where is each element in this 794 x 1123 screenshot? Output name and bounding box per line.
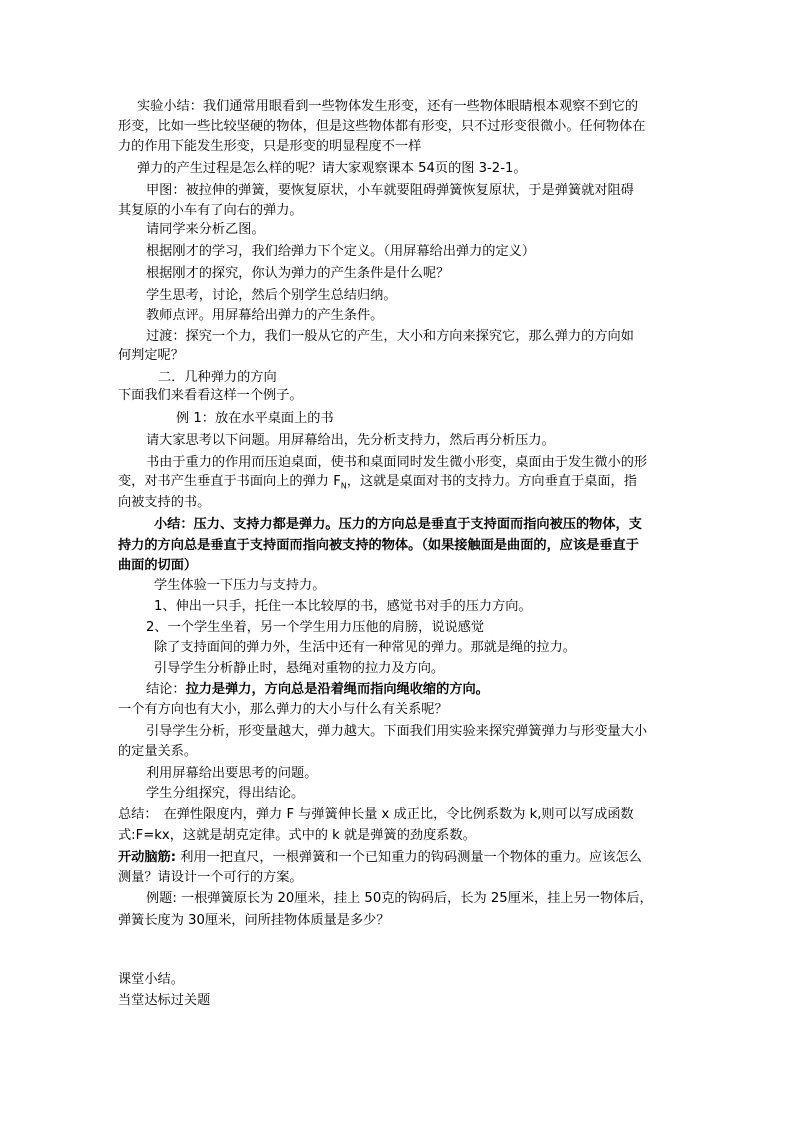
text-line: 一个有方向也有大小，那么弹力的大小与什么有关系呢？ bbox=[118, 702, 448, 717]
text-line: 实验小结：我们通常用眼看到一些物体发生形变，还有一些物体眼睛根本观察不到它的 bbox=[137, 99, 639, 114]
text-line: 引导学生分析，形变量越大，弹力越大。下面我们用实验来探究弹簧弹力与形变量大小 bbox=[146, 724, 648, 739]
text-segment: ，这就是桌面对书的支持力。方向垂直于桌面，指 bbox=[346, 474, 637, 489]
brainstorm-line bbox=[118, 848, 642, 868]
text-line: 测量？请设计一个可行的方案。 bbox=[118, 870, 303, 885]
subscript: N bbox=[340, 481, 347, 491]
text-line: 教师点评。用屏幕给出弹力的产生条件。 bbox=[146, 308, 384, 323]
text-line: 过渡：探究一个力，我们一般从它的产生，大小和方向来探究它，那么弹力的方向如 bbox=[146, 329, 634, 344]
text-line: 2、一个学生坐着，另一个学生用力压他的肩膀，说说感觉 bbox=[146, 620, 485, 635]
text-line: 当堂达标过关题 bbox=[118, 993, 211, 1008]
summary-line: 曲面的切面） bbox=[118, 558, 198, 573]
text-line: 1、伸出一只手，托住一本比较厚的书，感觉书对手的压力方向。 bbox=[154, 599, 532, 614]
text-line: 弹簧长度为 30厘米，问所挂物体质量是多少？ bbox=[118, 913, 390, 928]
text-line: 的定量关系。 bbox=[118, 744, 198, 759]
text-line: 请同学来分析乙图。 bbox=[146, 222, 265, 237]
text-line: 学生体验一下压力与支持力。 bbox=[154, 578, 326, 593]
text-line: 弹力的产生过程是怎么样的呢？请大家观察课本 54页的图 3-2-1。 bbox=[137, 161, 527, 176]
text-line: 甲图：被拉伸的弹簧，要恢复原状，小车就要阻碍弹簧恢复原状，于是弹簧就对阻碍 bbox=[146, 183, 634, 198]
example-label: 例题: bbox=[146, 891, 177, 906]
text-line: 下面我们来看看这样一个例子。 bbox=[118, 388, 303, 403]
conclusion-line bbox=[146, 680, 489, 700]
conclusion-label: 结论： bbox=[146, 682, 186, 697]
text-segment: 利用一把直尺，一根弹簧和一个已知重力的钩码测量一个物体的重力。应该怎么 bbox=[176, 850, 642, 865]
text-line: 其复原的小车有了向右的弹力。 bbox=[118, 203, 303, 218]
summary-formula-line bbox=[118, 805, 634, 825]
text-line: 力的作用下能发生形变，只是形变的明显程度不一样 bbox=[118, 139, 422, 154]
text-line: 书由于重力的作用而压迫桌面，使书和桌面同时发生微小形变，桌面由于发生微小的形 bbox=[146, 455, 648, 470]
text-line: 向被支持的书。 bbox=[118, 495, 211, 510]
text-line: 利用屏幕给出要思考的问题。 bbox=[146, 766, 318, 781]
example-line bbox=[146, 889, 653, 909]
example-heading: 例 1：放在水平桌面上的书 bbox=[176, 411, 334, 426]
brainstorm-label: 开动脑筋: bbox=[118, 850, 177, 865]
text-line: 式:F=kx，这就是胡克定律。式中的 k 就是弹簧的劲度系数。 bbox=[118, 828, 476, 843]
text-line: 根据刚才的学习，我们给弹力下个定义。（用屏幕给出弹力的定义） bbox=[146, 244, 536, 259]
text-line: 请大家思考以下问题。用屏幕给出，先分析支持力，然后再分析压力。 bbox=[146, 433, 555, 448]
text-segment: 一根弹簧原长为 20厘米，挂上 50克的钩码后，长为 25厘米，挂上另一物体后， bbox=[176, 891, 653, 906]
text-line: 引导学生分析静止时，悬绳对重物的拉力及方向。 bbox=[154, 661, 445, 676]
summary-line: 持力的方向总是垂直于支持面而指向被支持的物体。（如果接触面是曲面的，应该是垂直于 bbox=[118, 538, 639, 553]
summary-label: 总结： bbox=[118, 807, 158, 822]
text-segment: 变，对书产生垂直于书面向上的弹力 F bbox=[118, 474, 341, 489]
summary-line: 小结：压力、支持力都是弹力。压力的方向总是垂直于支持面而指向被压的物体，支 bbox=[154, 517, 642, 532]
section-heading: 二．几种弹力的方向 bbox=[158, 370, 277, 385]
text-line: 形变，比如一些比较坚硬的物体，但是这些物体都有形变，只不过形变很微小。任何物体在 bbox=[118, 119, 646, 134]
text-line: 何判定呢？ bbox=[118, 348, 184, 363]
text-line: 学生思考，讨论，然后个别学生总结归纳。 bbox=[146, 288, 397, 303]
conclusion-text: 拉力是弹力，方向总是沿着绳而指向绳收缩的方向。 bbox=[185, 682, 489, 697]
text-line: 学生分组探究，得出结论。 bbox=[146, 786, 305, 801]
text-line: 除了支持面间的弹力外，生活中还有一种常见的弹力。那就是绳的拉力。 bbox=[154, 640, 576, 655]
text-segment: 在弹性限度内，弹力 F 与弹簧伸长量 x 成正比，令比例系数为 k,则可以写成函数 bbox=[163, 807, 634, 822]
text-line: 课堂小结。 bbox=[118, 972, 184, 987]
text-line: 根据刚才的探究，你认为弹力的产生条件是什么呢？ bbox=[146, 266, 450, 281]
